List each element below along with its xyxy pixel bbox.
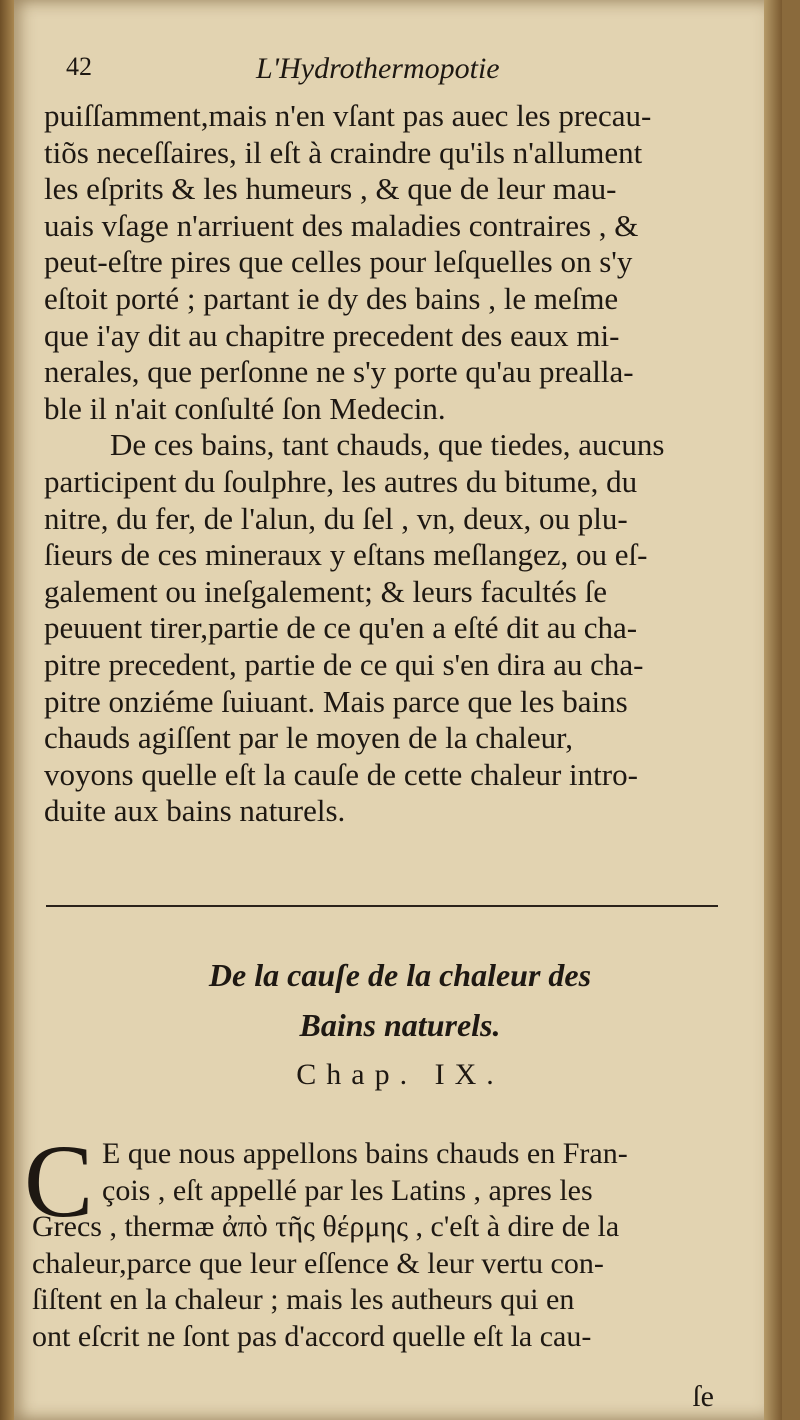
chapter-heading [40,950,760,1050]
text-line: ſiſtent en la chaleur ; mais les autheurs qui en [32,1283,575,1317]
chapter-text [32,1136,762,1356]
text-line: chauds agiſſent par le moyen de la chaleur, [44,720,573,756]
running-title: L'Hydrothermopotie [256,52,500,85]
section-divider [46,905,718,907]
text-line: uais vſage n'arriuent des maladies contraires , & [44,207,639,243]
page-number: 42 [66,52,92,81]
text-line: peut-eſtre pires que celles pour leſquelles on s'y [44,244,633,280]
text-line: que i'ay dit au chapitre precedent des eaux mi- [44,317,620,353]
text-line: ble il n'ait conſulté ſon Medecin. [44,390,446,426]
text-line: nerales, que perſonne ne s'y porte qu'au prealla- [44,354,634,390]
paragraph-start-line: De ces bains, tant chauds, que tiedes, aucuns [110,427,665,463]
text-line: Grecs , thermæ ἀπὸ τῆς θέρμης , c'eſt à dire de la [32,1210,620,1244]
drop-capital: C [24,1124,94,1239]
text-line: pitre onziéme ſuiuant. Mais parce que les bains [44,683,628,719]
text-line: chaleur,parce que leur eſſence & leur vertu con- [32,1246,604,1280]
book-binding-edge [0,0,14,1420]
text-line: nitre, du fer, de l'alun, du ſel , vn, deux, ou plu- [44,500,628,536]
text-line: tiõs neceſſaires, il eſt à craindre qu'ils n'allument [44,134,643,170]
catchword: ſe [692,1380,714,1413]
text-line: ont eſcrit ne ſont pas d'accord quelle eſt la cau- [32,1319,592,1353]
text-line: E que nous appellons bains chauds en Fran- [102,1137,628,1170]
text-line: ſieurs de ces mineraux y eſtans meſlangez, ou eſ- [44,537,648,573]
running-head [66,52,766,100]
text-line: çois , eſt appellé par les Latins , apres les [102,1173,593,1207]
text-line: peuuent tirer,partie de ce qu'en a eſté dit au cha- [44,610,638,646]
chapter-number: Chap. IX. [296,1058,504,1091]
text-line: puiſſamment,mais n'en vſant pas auec les precau- [44,98,652,133]
text-line: pitre precedent, partie de ce qui s'en dira au cha- [44,646,644,682]
text-line: eſtoit porté ; partant ie dy des bains , le meſme [44,280,619,316]
chapter-heading-line: Bains naturels. [299,1007,501,1043]
page-edge [764,0,782,1420]
body-text [44,98,762,830]
chapter-heading-line: De la cauſe de la chaleur des [208,957,592,993]
text-line: duite aux bains naturels. [44,793,346,829]
text-line: participent du ſoulphre, les autres du bitume, du [44,463,638,499]
text-line: galement ou ineſgalement; & leurs facultés ſe [44,573,607,609]
text-line: voyons quelle eſt la cauſe de cette chaleur intro- [44,756,638,792]
text-line: les eſprits & les humeurs , & que de leur mau- [44,171,617,207]
